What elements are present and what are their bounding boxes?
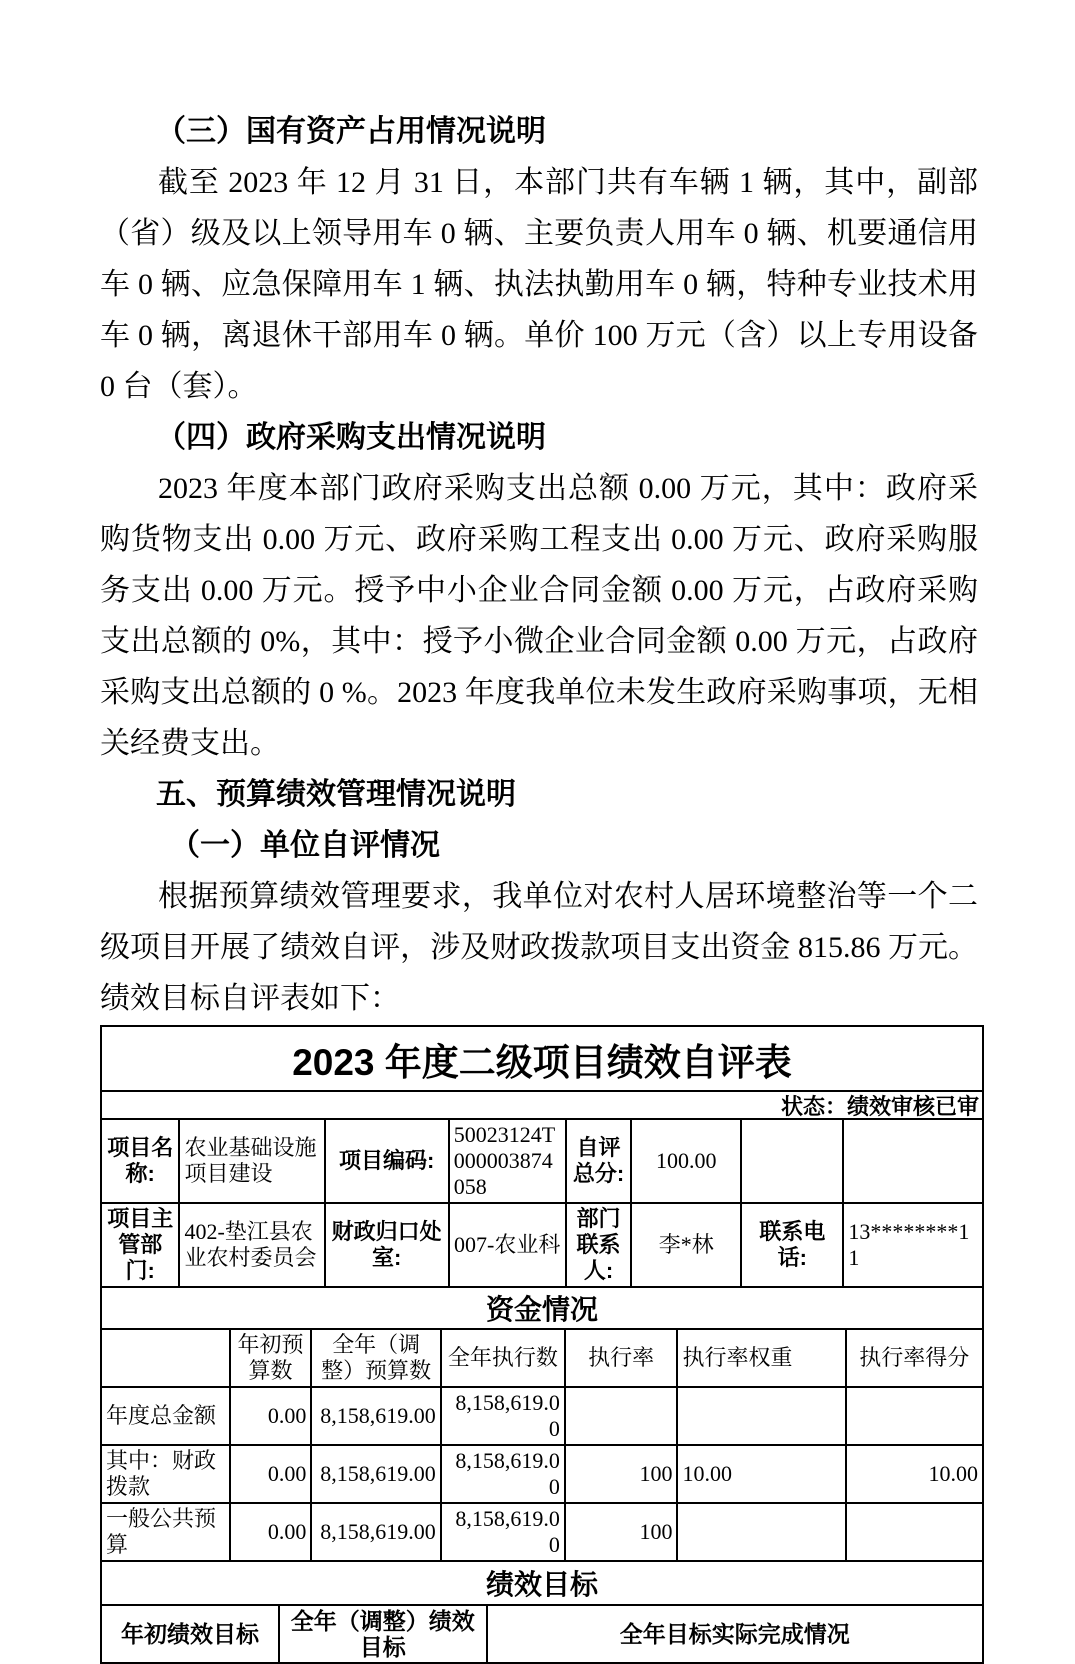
- rate-score-header: 执行率得分: [846, 1329, 982, 1387]
- contact-value: 李*林: [631, 1203, 741, 1286]
- paragraph-state-assets: 截至 2023 年 12 月 31 日，本部门共有车辆 1 辆，其中，副部（省）级及以上领导用车 0 辆、主要负责人用车 0 辆、机要通信用车 0 辆、应急保障用车 1 辆、执法执勤用车 0 辆，特种专业技术用车 0 辆，离退休干部用车 0 辆。单价 100 万元（含）以上专用设备 0 台（套）。: [100, 166, 978, 403]
- self-score-label: 自评总分:: [566, 1119, 632, 1203]
- rate-score-value: 10.00: [846, 1445, 982, 1503]
- exec-rate-value: [565, 1387, 678, 1445]
- project-name-value: 农业基础设施项目建设: [179, 1119, 324, 1203]
- funding-row-total: [102, 1387, 982, 1445]
- self-score-value: 100.00: [631, 1119, 741, 1203]
- funding-row-fiscal: [102, 1445, 982, 1503]
- status-label: 状态：绩效审核已审: [102, 1090, 982, 1118]
- adjusted-budget-value: 8,158,619.00: [311, 1503, 440, 1560]
- adjusted-budget-value: 8,158,619.00: [311, 1387, 440, 1445]
- project-name-label: 项目名称:: [107, 1135, 174, 1186]
- row-label: 其中：财政拨款: [102, 1445, 230, 1503]
- goals-section-title: 绩效目标: [102, 1560, 982, 1604]
- executed-value: 8,158,619.00: [441, 1387, 565, 1445]
- funding-section-title: 资金情况: [102, 1286, 982, 1328]
- phone-label: 联系电话:: [741, 1203, 843, 1286]
- initial-budget-value: 0.00: [230, 1387, 312, 1445]
- initial-budget-value: 0.00: [230, 1445, 312, 1503]
- table-title: 2023 年度二级项目绩效自评表: [292, 1041, 792, 1083]
- finance-office-label: 财政归口处室:: [325, 1203, 449, 1286]
- rate-weight-value: [677, 1503, 845, 1560]
- paragraph-procurement: 2023 年度本部门政府采购支出总额 0.00 万元，其中：政府采购货物支出 0.00 万元、政府采购工程支出 0.00 万元、政府采购服务支出 0.00 万元。授予中小企业合同金额 0.00 万元，占政府采购支出总额的 0%，其中：授予小微企业合同金额 0.00 万元，占政府采购支出总额的 0 %。2023 年度我单位未发生政府采购事项，无相关经费支出。: [100, 472, 978, 760]
- exec-rate-value: 100: [565, 1445, 678, 1503]
- funding-table: [102, 1328, 982, 1560]
- rate-weight-value: [677, 1387, 845, 1445]
- goals-table: [102, 1604, 982, 1662]
- rate-score-value: [846, 1387, 982, 1445]
- table-row: [102, 1119, 982, 1203]
- project-info-table: [102, 1118, 982, 1286]
- empty-cell: [741, 1119, 843, 1203]
- self-evaluation-table: [100, 1025, 984, 1664]
- adjusted-budget-value: 8,158,619.00: [311, 1445, 440, 1503]
- dept-label: 项目主管部门:: [102, 1203, 179, 1286]
- table-row: [102, 1203, 982, 1286]
- exec-rate-value: 100: [565, 1503, 678, 1560]
- exec-rate-header: 执行率: [565, 1329, 678, 1387]
- project-code-label: 项目编码:: [325, 1119, 449, 1203]
- row-label: 一般公共预算: [102, 1503, 230, 1560]
- heading-procurement: （四）政府采购支出情况说明: [156, 421, 546, 454]
- actual-completion-header: 全年目标实际完成情况: [487, 1605, 982, 1662]
- goals-header-row: [102, 1605, 982, 1662]
- contact-label: 部门联系人:: [566, 1203, 632, 1286]
- blank-header-cell: [102, 1329, 230, 1387]
- project-code-value: 50023124T000003874058: [449, 1119, 566, 1203]
- executed-value: 8,158,619.00: [441, 1503, 565, 1560]
- executed-header: 全年执行数: [441, 1329, 565, 1387]
- row-label: 年度总金额: [102, 1387, 230, 1445]
- phone-value: 13********11: [843, 1203, 982, 1286]
- empty-cell: [843, 1119, 982, 1203]
- finance-office-value: 007-农业科: [449, 1203, 566, 1286]
- adjusted-budget-header: 全年（调整）预算数: [311, 1329, 440, 1387]
- rate-score-value: [846, 1503, 982, 1560]
- rate-weight-value: 10.00: [677, 1445, 845, 1503]
- initial-budget-header: 年初预算数: [230, 1329, 312, 1387]
- heading-state-assets: （三）国有资产占用情况说明: [156, 115, 546, 148]
- paragraph-self-eval: 根据预算绩效管理要求，我单位对农村人居环境整治等一个二级项目开展了绩效自评，涉及财政拨款项目支出资金 815.86 万元。绩效目标自评表如下：: [100, 880, 978, 1015]
- initial-budget-value: 0.00: [230, 1503, 312, 1560]
- initial-goal-header: 年初绩效目标: [120, 1621, 259, 1647]
- funding-row-public-budget: [102, 1503, 982, 1560]
- rate-weight-header: 执行率权重: [677, 1329, 845, 1387]
- adjusted-goal-header: 全年（调整）绩效目标: [279, 1605, 487, 1662]
- heading-self-eval: （一）单位自评情况: [170, 829, 440, 862]
- funding-header-row: [102, 1329, 982, 1387]
- executed-value: 8,158,619.00: [441, 1445, 565, 1503]
- dept-value: 402-垫江县农业农村委员会: [179, 1203, 324, 1286]
- heading-performance-mgmt: 五、预算绩效管理情况说明: [156, 778, 516, 811]
